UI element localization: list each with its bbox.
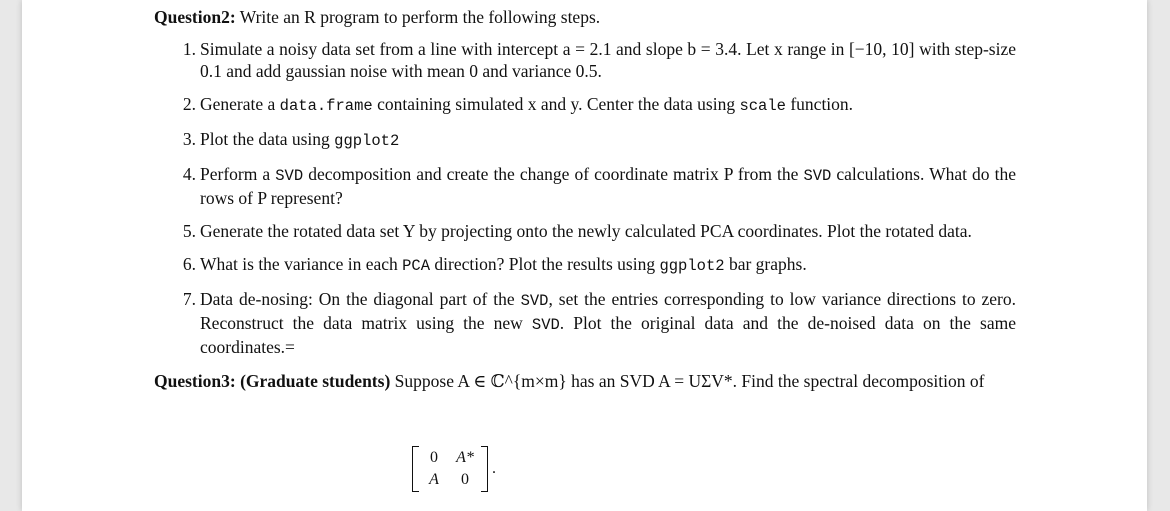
step-text: direction? Plot the results using <box>430 254 660 274</box>
question-2-label: Question2: <box>154 7 236 27</box>
step-text: Plot the data using <box>200 129 335 149</box>
step-text: Generate a <box>200 94 280 114</box>
code-svd: SVD <box>531 316 560 334</box>
step-text: function. <box>785 94 854 114</box>
step-text: , set the entries corresponding to low variance directions to zero. Reconstruct the data matrix using the new <box>200 289 1016 333</box>
matrix-period: . <box>492 460 496 477</box>
code-ggplot2: ggplot2 <box>659 257 725 275</box>
step-text: decomposition and create the change of coordinate matrix P from the <box>303 164 804 184</box>
step-text: bar graphs. <box>724 254 807 274</box>
step-5 <box>154 220 1016 242</box>
step-text: Perform a <box>200 164 276 184</box>
step-number: 4. <box>182 164 196 184</box>
step-6 <box>154 253 1016 277</box>
step-text: calculations. What do the rows of P represent? <box>200 164 1016 208</box>
step-number: 3. <box>182 129 196 149</box>
question-2-steps <box>154 38 1016 358</box>
code-ggplot2: ggplot2 <box>334 132 400 150</box>
step-2 <box>154 93 1016 117</box>
step-number: 1. <box>182 39 196 59</box>
step-text: Simulate a noisy data set from a line with intercept a = 2.1 and slope b = 3.4. Let x range in [−10, 10] with step-size 0.1 and add gaussian noise with mean 0 and variance 0.5. <box>200 39 1016 81</box>
step-number: 2. <box>182 94 196 114</box>
step-text: What is the variance in each <box>200 254 403 274</box>
code-svd: SVD <box>520 292 549 310</box>
step-7 <box>154 288 1016 358</box>
step-number: 7. <box>182 289 196 309</box>
document-content <box>154 6 1016 392</box>
matrix-entry: A* <box>456 449 474 466</box>
step-text: Generate the rotated data set Y by projecting onto the newly calculated PCA coordinates. Plot the rotated data. <box>200 221 972 241</box>
step-3 <box>154 128 1016 152</box>
code-pca: PCA <box>402 257 431 275</box>
code-svd: SVD <box>803 167 832 185</box>
question-2-heading <box>154 6 1016 28</box>
step-text: containing simulated x and y. Center the data using <box>372 94 740 114</box>
step-number: 6. <box>182 254 196 274</box>
question-2-intro: Write an R program to perform the following steps. <box>235 7 601 27</box>
question-3-text: Suppose A ∈ ℂ^{m×m} has an SVD A = UΣV*. Find the spectral decomposition of <box>390 371 985 391</box>
matrix-entry: 0 <box>461 471 469 488</box>
matrix-entry: 0 <box>430 449 438 466</box>
code-data-frame: data.frame <box>279 97 373 115</box>
question-3-graduate-label: (Graduate students) <box>240 371 391 391</box>
left-bracket <box>412 446 419 492</box>
document-page <box>22 0 1147 511</box>
step-text: . Plot the original data and the de-noised data on the same coordinates.= <box>200 313 1016 357</box>
step-1 <box>154 38 1016 82</box>
right-bracket <box>481 446 488 492</box>
code-scale: scale <box>739 97 786 115</box>
matrix-entry: A <box>429 471 439 488</box>
block-matrix <box>412 446 496 492</box>
code-svd: SVD <box>275 167 304 185</box>
step-number: 5. <box>182 221 196 241</box>
step-text: Data de-nosing: On the diagonal part of the <box>200 289 521 309</box>
step-4 <box>154 163 1016 209</box>
question-3 <box>154 370 1016 392</box>
question-3-label: Question3: <box>154 371 236 391</box>
matrix-grid <box>419 447 481 491</box>
